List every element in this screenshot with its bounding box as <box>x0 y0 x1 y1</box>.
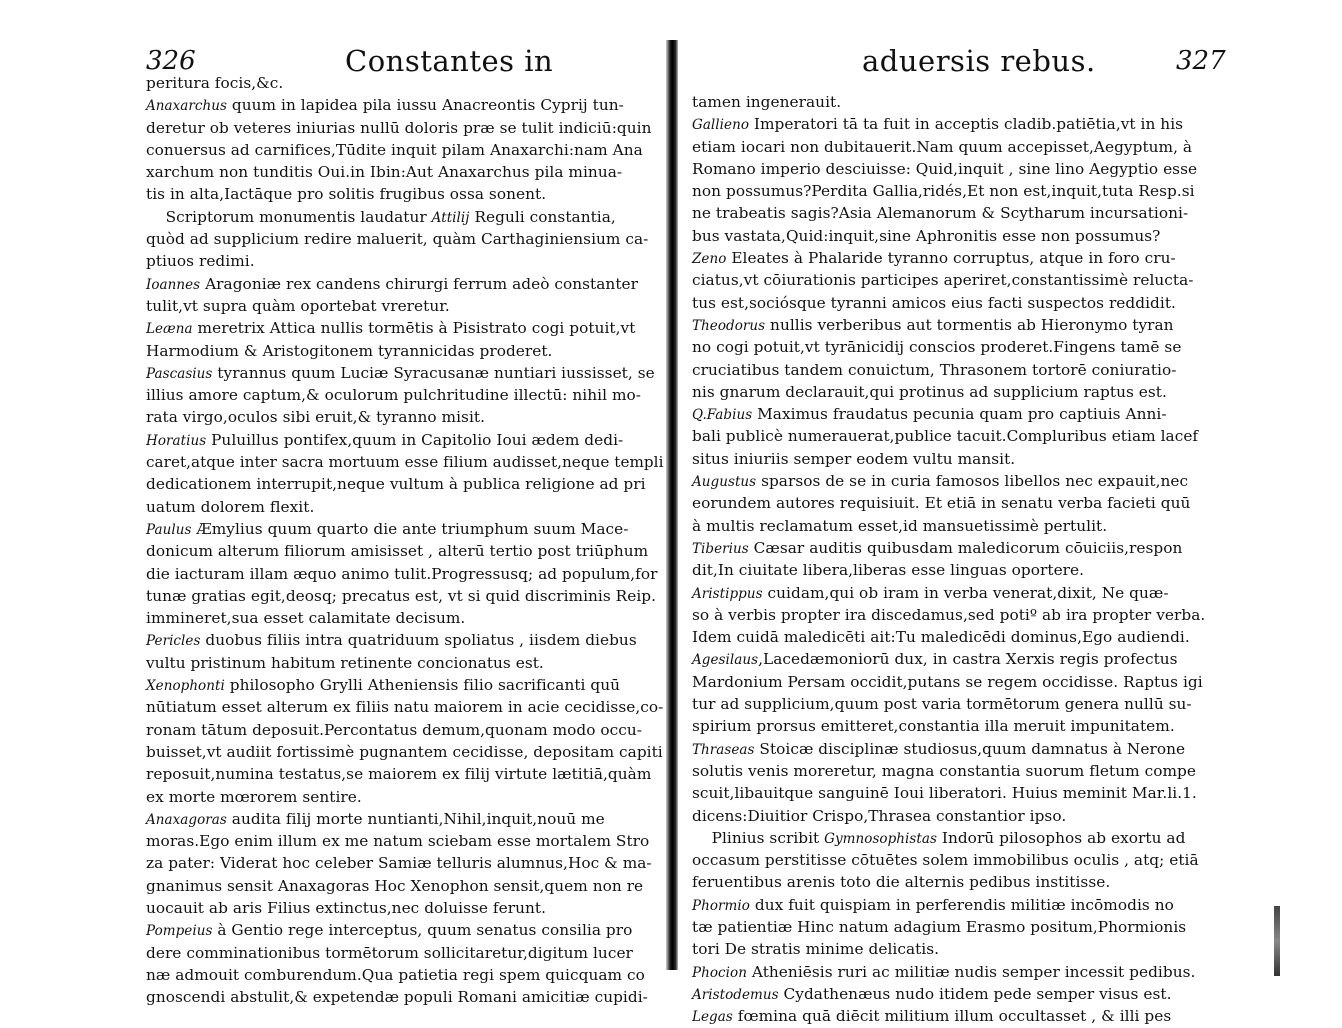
text-line <box>146 786 664 808</box>
line-text: Cydathenæus nudo itidem pede semper visus est. <box>778 984 1172 1003</box>
running-head: aduersis rebus. <box>862 44 1096 78</box>
line-text: dit,In ciuitate libera,liberas esse linguas oportere. <box>692 561 1085 580</box>
text-line <box>146 852 664 874</box>
line-text: meretrix Attica nullis tormētis à Pisistrato cogi potuit,vt <box>192 319 636 338</box>
left-page-text <box>146 72 664 1008</box>
text-line <box>692 760 1230 782</box>
running-head: Constantes in <box>345 44 554 78</box>
marginal-name: Legas <box>692 1009 733 1026</box>
line-text: Atheniēsis ruri ac militiæ nudis semper incessit pedibus. <box>746 962 1196 981</box>
text-line <box>146 295 664 317</box>
text-line <box>692 604 1230 626</box>
text-line <box>146 830 664 852</box>
text-line <box>146 228 664 250</box>
text-line <box>146 986 664 1008</box>
text-line <box>692 805 1230 827</box>
line-text: Aragoniæ rex candens chirurgi ferrum adeò constanter <box>200 274 638 293</box>
line-text: ciatus,vt cōiurationis participes aperiret,constantissimè relucta- <box>692 271 1194 290</box>
text-line <box>146 897 664 919</box>
line-text: ,Lacedæmoniorū dux, in castra Xerxis regis profectus <box>758 650 1178 669</box>
marginal-name: Zeno <box>692 251 727 268</box>
marginal-name: Phormio <box>692 897 750 914</box>
line-text: etiam iocari non dubitauerit.Nam quum accepisset,Aegyptum, à <box>692 137 1193 156</box>
marginal-name: Gallieno <box>692 117 749 134</box>
right-page <box>676 0 1342 1026</box>
line-text: xarchum non tunditis Oui.in Ibin:Aut Anaxarchus pila minua- <box>146 163 623 182</box>
line-text: non possumus?Perdita Gallia,ridés,Et non est,inquit,tuta Resp.si <box>692 182 1195 201</box>
marginal-name: Xenophonti <box>146 678 225 695</box>
line-text: spirium prorsus emitteret,constantia illa meruit impunitatem. <box>692 717 1175 736</box>
text-line <box>692 314 1230 336</box>
text-line <box>692 336 1230 358</box>
binding-stain <box>1274 906 1280 976</box>
marginal-name: Leæna <box>146 321 193 338</box>
text-line <box>692 671 1230 693</box>
text-line <box>146 763 664 785</box>
line-text: Plinius scribit <box>692 828 825 847</box>
page-number: 326 <box>146 46 196 76</box>
line-text: uocauit ab aris Filius extinctus,nec doluisse ferunt. <box>146 898 546 917</box>
text-line <box>692 961 1230 983</box>
text-line <box>146 518 664 540</box>
text-line <box>692 381 1230 403</box>
text-line <box>146 875 664 897</box>
marginal-name: Theodorus <box>692 317 766 334</box>
line-text: no cogi potuit,vt tyrānicidij conscios proderet.Fingens tamē se <box>692 338 1182 357</box>
left-page <box>0 0 668 1007</box>
text-line <box>692 448 1230 470</box>
line-text: nullis verberibus aut tormentis ab Hieronymo tyran <box>765 315 1174 334</box>
line-text: moras.Ego enim illum ex me natum sciebam esse mortalem Stro <box>146 832 650 851</box>
text-line <box>146 719 664 741</box>
text-line <box>146 317 664 339</box>
marginal-name: Augustus <box>692 474 757 491</box>
marginal-name: Gymnosophistas <box>824 830 937 847</box>
line-text: illius amore captum,& oculorum pulchritudine illectū: nihil mo- <box>146 386 641 405</box>
line-text: audita filij morte nuntianti,Nihil,inquit,nouū me <box>226 809 605 828</box>
text-line <box>692 1005 1230 1027</box>
marginal-name: Pericles <box>146 633 201 650</box>
line-text: Indorū pilosophos ab exortu ad <box>936 828 1186 847</box>
text-line <box>146 629 664 651</box>
line-text: Idem cuidā maledicēti ait:Tu maledicēdi dominus,Ego audiendi. <box>692 628 1190 647</box>
text-line <box>692 425 1230 447</box>
line-text: ronam tātum deposuit.Percontatus demum,quonam modo occu- <box>146 720 643 739</box>
marginal-name: Tiberius <box>692 540 749 557</box>
text-line <box>146 585 664 607</box>
text-line <box>146 250 664 272</box>
text-line <box>692 693 1230 715</box>
line-text: duobus filiis intra quatriduum spoliatus , iisdem diebus <box>200 631 637 650</box>
line-text: donicum alterum filiorum amisisset , alterū tertio post triūphum <box>146 542 649 561</box>
marginal-name: Aristippus <box>692 585 763 602</box>
line-text: situs iniuriis semper eodem vultu mansit. <box>692 449 1016 468</box>
text-line <box>692 938 1230 960</box>
line-text: tus est,sociósque tyranni amicos eius facti suspectos reddidit. <box>692 293 1176 312</box>
text-line <box>692 871 1230 893</box>
line-text: occasum perstitisse cōtuētes solem immobilibus oculis , atq; etiā <box>692 851 1199 870</box>
text-line <box>146 696 664 718</box>
line-text: peritura focis,&c. <box>146 74 284 92</box>
line-text: uatum dolorem flexit. <box>146 497 315 516</box>
line-text: dere comminationibus tormētorum sollicitaretur,digitum lucer <box>146 943 633 962</box>
marginal-name: Phocion <box>692 964 747 981</box>
text-line <box>692 359 1230 381</box>
line-text: ne trabeatis sagis?Asia Alemanorum & Scytharum incursationi- <box>692 204 1189 223</box>
line-text: Harmodium & Aristogitonem tyrannicidas proderet. <box>146 341 553 360</box>
marginal-name: Attilij <box>431 209 470 226</box>
right-page-text <box>692 91 1230 1027</box>
marginal-name: Q.Fabius <box>692 407 753 424</box>
line-text: feruentibus arenis toto die alternis pedibus institisse. <box>692 873 1111 892</box>
text-line <box>692 225 1230 247</box>
text-line <box>692 738 1230 760</box>
line-text: gnanimus sensit Anaxagoras Hoc Xenophon sensit,quem non re <box>146 876 644 895</box>
marginal-name: Horatius <box>146 432 207 449</box>
line-text: caret,atque inter sacra mortuum esse filium audisset,neque templi <box>146 453 664 472</box>
text-line <box>146 473 664 495</box>
text-line <box>692 983 1230 1005</box>
marginal-name: Thraseas <box>692 741 755 758</box>
marginal-name: Aristodemus <box>692 986 779 1003</box>
marginal-name: Anaxagoras <box>146 811 227 828</box>
line-text: Stoicæ disciplinæ studiosus,quum damnatus à Nerone <box>754 739 1186 758</box>
text-line <box>692 202 1230 224</box>
line-text: Puluillus pontifex,quum in Capitolio Ioui ædem dedi- <box>206 430 624 449</box>
text-line <box>692 849 1230 871</box>
text-line <box>146 161 664 183</box>
line-text: za pater: Viderat hoc celeber Samiæ telluris alumnus,Hoc & ma- <box>146 854 652 873</box>
text-line <box>146 72 664 94</box>
text-line <box>692 113 1230 135</box>
line-text: cruciatibus tandem conuictum, Thrasonem tortorē coniuratio- <box>692 360 1177 379</box>
text-line <box>692 136 1230 158</box>
line-text: quòd ad supplicium redire maluerit, quàm Carthaginiensium ca- <box>146 230 649 249</box>
line-text: Romano imperio desciuisse: Quid,inquit , sine lino Aegyptio esse <box>692 159 1198 178</box>
line-text: dedicationem interrupit,neque vultum à publica religione ad pri <box>146 475 646 494</box>
text-line <box>692 582 1230 604</box>
text-line <box>146 540 664 562</box>
line-text: Cæsar auditis quibusdam maledicorum cōuiciis,respon <box>748 538 1183 557</box>
line-text: bali publicè numerauerat,publice tacuit.Compluribus etiam lacef <box>692 427 1199 446</box>
text-line <box>692 916 1230 938</box>
marginal-name: Pompeius <box>146 923 213 940</box>
text-line <box>146 964 664 986</box>
text-line <box>146 919 664 941</box>
line-text: sparsos de se in curia famosos libellos nec expauit,nec <box>756 472 1189 491</box>
text-line <box>146 808 664 830</box>
text-line <box>146 741 664 763</box>
line-text: philosopho Grylli Atheniensis filio sacrificanti quū <box>224 676 621 695</box>
text-line <box>692 537 1230 559</box>
line-text: cuidam,qui ob iram in verba venerat,dixit, Ne quæ- <box>762 583 1169 602</box>
line-text: à multis reclamatum esset,id mansuetissimè pertulit. <box>692 516 1108 535</box>
line-text: tulit,vt supra quàm oportebat vreretur. <box>146 296 450 315</box>
text-line <box>692 894 1230 916</box>
text-line <box>692 648 1230 670</box>
line-text: quum in lapidea pila iussu Anacreontis Cyprij tun- <box>227 96 624 115</box>
marginal-name: Paulus <box>146 521 192 538</box>
line-text: Reguli constantia, <box>469 207 616 226</box>
line-text: Imperatori tā ta fuit in acceptis cladib.patiētia,vt in his <box>749 115 1184 134</box>
text-line <box>692 827 1230 849</box>
line-text: die iacturam illam æquo animo tulit.Progressusq; ad populum,for <box>146 564 658 583</box>
line-text: conuersus ad carnifices,Tūdite inquit pilam Anaxarchi:nam Ana <box>146 140 643 159</box>
marginal-name: Ioannes <box>146 276 201 293</box>
right-page-header <box>676 40 1342 80</box>
text-line <box>692 91 1230 113</box>
text-line <box>146 384 664 406</box>
line-text: deretur ob veteres iniurias nullū doloris præ se tulit indiciū:quin <box>146 118 652 137</box>
line-text: solutis venis moreretur, magna constantia suorum fletum compe <box>692 761 1196 780</box>
text-line <box>146 942 664 964</box>
text-line <box>692 180 1230 202</box>
line-text: vultu pristinum habitum retinente concionatus est. <box>146 653 544 672</box>
line-text: à Gentio rege interceptus, quum senatus consilia pro <box>212 921 633 940</box>
line-text: rata virgo,oculos sibi eruit,& tyranno misit. <box>146 408 485 427</box>
text-line <box>146 652 664 674</box>
text-line <box>692 492 1230 514</box>
text-line <box>692 715 1230 737</box>
line-text: eorundem autores requisiuit. Et etiā in senatu verba facieti quū <box>692 494 1191 513</box>
marginal-name: Pascasius <box>146 365 213 382</box>
line-text: næ admouit comburendum.Qua patietia regi spem quicquam co <box>146 965 645 984</box>
line-text: tæ patientiæ Hinc natum adagium Erasmo positum,Phormionis <box>692 917 1187 936</box>
text-line <box>146 406 664 428</box>
text-line <box>692 292 1230 314</box>
line-text: reposuit,numina testatus,se maiorem ex filij virtute lætitiā,quàm <box>146 765 652 784</box>
marginal-name: Anaxarchus <box>146 98 227 115</box>
line-text: tori De stratis minime delicatis. <box>692 940 940 959</box>
line-text: gnoscendi abstulit,& expetendæ populi Romani amicitiæ cupidi- <box>146 988 648 1007</box>
text-line <box>692 247 1230 269</box>
line-text: Mardonium Persam occidit,putans se regem occidisse. Raptus igi <box>692 672 1203 691</box>
line-text: Maximus fraudatus pecunia quam pro captiuis Anni- <box>752 405 1167 424</box>
line-text: Scriptorum monumentis laudatur <box>146 207 432 226</box>
page-number: 327 <box>1176 46 1226 76</box>
marginal-name: Agesilaus <box>692 652 759 669</box>
text-line <box>146 607 664 629</box>
line-text: tyrannus quum Luciæ Syracusanæ nuntiari iussisset, se <box>212 363 655 382</box>
line-text: tunæ gratias egit,deosq; precatus est, vt si quid discriminis Reip. <box>146 586 657 605</box>
text-line <box>146 674 664 696</box>
text-line <box>692 515 1230 537</box>
text-line <box>146 139 664 161</box>
text-line <box>146 496 664 518</box>
line-text: dux fuit quispiam in perferendis militiæ incōmodis no <box>749 895 1174 914</box>
text-line <box>692 626 1230 648</box>
text-line <box>692 559 1230 581</box>
text-line <box>146 183 664 205</box>
line-text: fœmina quā diēcit militium illum occultasset , & illi pes <box>732 1007 1172 1026</box>
text-line <box>692 782 1230 804</box>
line-text: ptiuos redimi. <box>146 252 255 271</box>
text-line <box>146 273 664 295</box>
text-line <box>146 451 664 473</box>
line-text: scuit,libauitque sanguinē Ioui liberatori. Huius meminit Mar.li.1. <box>692 784 1197 803</box>
line-text: buisset,vt audiit fortissimè pugnantem cecidisse, depositam capiti <box>146 742 663 761</box>
line-text: Eleates à Phalaride tyranno corruptus, atque in foro cru- <box>726 249 1176 268</box>
line-text: dicens:Diuitior Crispo,Thrasea constantior ipso. <box>692 806 1067 825</box>
line-text: tis in alta,Iactāque pro solitis frugibus ossa sonent. <box>146 185 547 204</box>
text-line <box>692 269 1230 291</box>
text-line <box>146 429 664 451</box>
line-text: tur ad supplicium,quum post varia tormētorum genera nullū su- <box>692 695 1192 714</box>
line-text: nūtiatum esset alterum ex filiis natu maiorem in acie cecidisse,co- <box>146 698 664 717</box>
text-line <box>692 403 1230 425</box>
text-line <box>692 470 1230 492</box>
line-text: Æmylius quum quarto die ante triumphum suum Mace- <box>191 519 629 538</box>
line-text: bus vastata,Quid:inquit,sine Aphronitis esse non possumus? <box>692 226 1161 245</box>
line-text: so à verbis propter ira discedamus,sed potiº ab ira propter verba. <box>692 605 1206 624</box>
line-text: tamen ingenerauit. <box>692 93 842 111</box>
text-line <box>146 94 664 116</box>
line-text: nis gnarum declarauit,qui protinus ad supplicium raptus est. <box>692 382 1167 401</box>
text-line <box>146 362 664 384</box>
text-line <box>146 563 664 585</box>
text-line <box>146 340 664 362</box>
line-text: immineret,sua esset calamitate decisum. <box>146 609 466 628</box>
line-text: ex morte mœrorem sentire. <box>146 787 362 806</box>
text-line <box>692 158 1230 180</box>
text-line <box>146 206 664 228</box>
text-line <box>146 117 664 139</box>
